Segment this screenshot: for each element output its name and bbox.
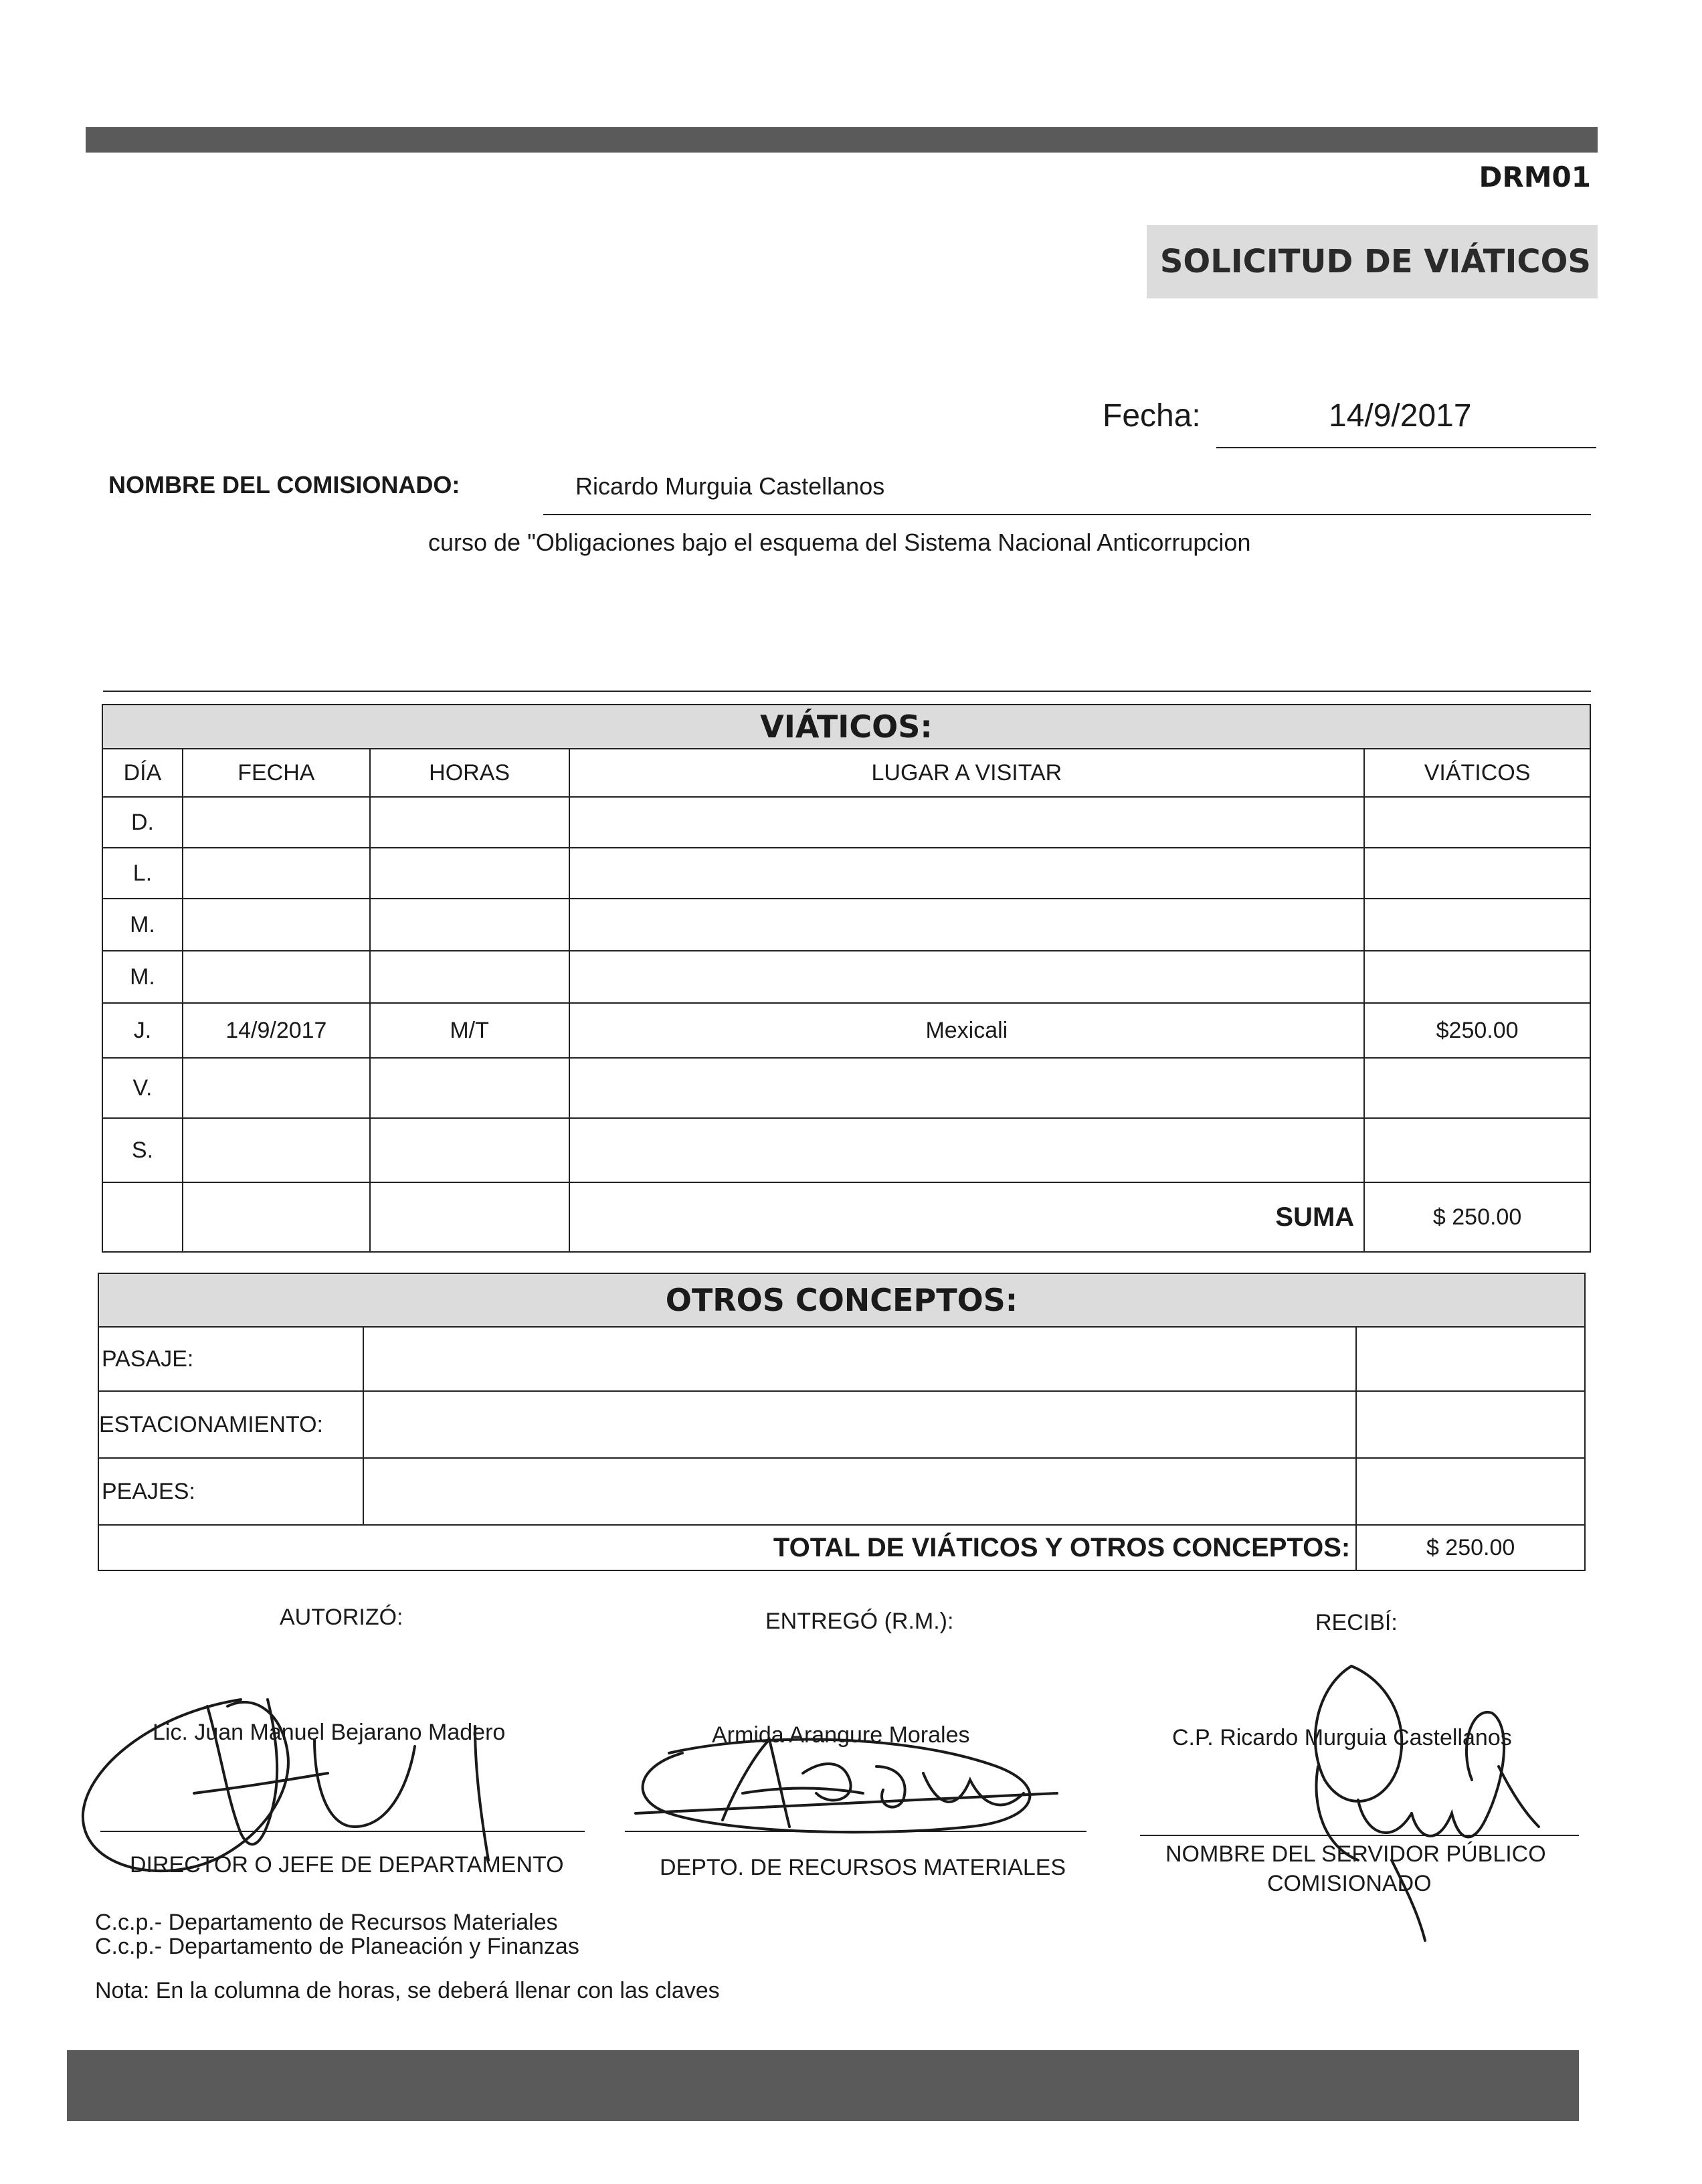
recibi-name: C.P. Ricardo Murguia Castellanos xyxy=(1172,1725,1512,1750)
top-bar xyxy=(86,127,1598,153)
dia-cell: V. xyxy=(102,1058,183,1118)
otros-label: ESTACIONAMIENTO: xyxy=(98,1391,363,1458)
horas-cell xyxy=(370,1058,569,1118)
fecha-cell xyxy=(183,899,370,951)
comisionado-label: NOMBRE DEL COMISIONADO: xyxy=(108,471,460,498)
viaticos-cell: $250.00 xyxy=(1364,1003,1590,1058)
comisionado-value: Ricardo Murguia Castellanos xyxy=(575,472,885,500)
fecha-cell xyxy=(183,951,370,1003)
lugar-cell xyxy=(569,848,1365,899)
form-code: DRM01 xyxy=(1479,161,1591,193)
section-divider xyxy=(103,691,1591,692)
fecha-underline xyxy=(1216,447,1596,448)
table-row xyxy=(102,1118,1590,1182)
empty-cell xyxy=(102,1182,183,1252)
otros-monto xyxy=(1356,1391,1585,1458)
fecha-cell xyxy=(183,1118,370,1182)
empty-cell xyxy=(370,1182,569,1252)
horas-cell: M/T xyxy=(370,1003,569,1058)
lugar-cell: Mexicali xyxy=(569,1003,1365,1058)
horas-cell xyxy=(370,848,569,899)
otros-monto xyxy=(1356,1327,1585,1391)
otros-table xyxy=(98,1326,1586,1571)
suma-row xyxy=(102,1182,1590,1252)
horas-cell xyxy=(370,797,569,848)
table-row xyxy=(98,1327,1585,1391)
comisionado-underline xyxy=(543,514,1591,515)
lugar-cell xyxy=(569,1058,1365,1118)
horas-cell xyxy=(370,951,569,1003)
recibi-signature xyxy=(1258,1646,1566,1954)
fecha-label: Fecha: xyxy=(1103,398,1201,434)
dia-cell: M. xyxy=(102,899,183,951)
entrego-label: ENTREGÓ (R.M.): xyxy=(765,1609,954,1634)
fecha-cell xyxy=(183,848,370,899)
total-label: TOTAL DE VIÁTICOS Y OTROS CONCEPTOS: xyxy=(98,1525,1356,1570)
table-row xyxy=(102,797,1590,848)
autorizo-label: AUTORIZÓ: xyxy=(280,1605,403,1630)
viaticos-cell xyxy=(1364,1058,1590,1118)
col-header-fecha: FECHA xyxy=(183,749,370,797)
entrego-role: DEPTO. DE RECURSOS MATERIALES xyxy=(660,1855,1066,1880)
otros-detalle xyxy=(363,1327,1356,1391)
ccp-line-1: C.c.p.- Departamento de Recursos Materiales xyxy=(95,1910,558,1935)
empty-cell xyxy=(183,1182,370,1252)
entrego-name: Armida Arangure Morales xyxy=(712,1722,970,1748)
dia-cell: L. xyxy=(102,848,183,899)
recibi-label: RECIBÍ: xyxy=(1315,1610,1398,1635)
fecha-value: 14/9/2017 xyxy=(1329,398,1472,434)
recibi-role-1: NOMBRE DEL SERVIDOR PÚBLICO xyxy=(1165,1841,1546,1867)
otros-detalle xyxy=(363,1458,1356,1525)
otros-label: PASAJE: xyxy=(98,1327,363,1391)
otros-label: PEAJES: xyxy=(98,1458,363,1525)
viaticos-cell xyxy=(1364,951,1590,1003)
table-row xyxy=(102,848,1590,899)
total-value: $ 250.00 xyxy=(1356,1525,1585,1570)
lugar-cell xyxy=(569,797,1365,848)
otros-heading: OTROS CONCEPTOS: xyxy=(98,1273,1586,1328)
nota-text: Nota: En la columna de horas, se deberá llenar con las claves xyxy=(95,1978,720,2003)
table-row xyxy=(102,1003,1590,1058)
col-header-dia: DÍA xyxy=(102,749,183,797)
fecha-cell: 14/9/2017 xyxy=(183,1003,370,1058)
ccp-line-2: C.c.p.- Departamento de Planeación y Finanzas xyxy=(95,1934,579,1959)
viaticos-header-row xyxy=(102,749,1590,797)
autorizo-signature xyxy=(74,1686,529,1887)
table-row xyxy=(102,951,1590,1003)
lugar-cell xyxy=(569,1118,1365,1182)
table-row xyxy=(102,1058,1590,1118)
table-row xyxy=(98,1391,1585,1458)
horas-cell xyxy=(370,1118,569,1182)
fecha-cell xyxy=(183,797,370,848)
suma-value: $ 250.00 xyxy=(1364,1182,1590,1252)
otros-monto xyxy=(1356,1458,1585,1525)
entrego-signature xyxy=(622,1726,1064,1847)
table-row xyxy=(98,1458,1585,1525)
viaticos-heading: VIÁTICOS: xyxy=(102,704,1591,749)
viaticos-table xyxy=(102,748,1591,1253)
motivo-text: curso de "Obligaciones bajo el esquema del Sistema Nacional Anticorrupcion xyxy=(428,529,1251,556)
recibi-role-2: COMISIONADO xyxy=(1267,1871,1432,1896)
suma-label: SUMA xyxy=(569,1182,1365,1252)
viaticos-cell xyxy=(1364,797,1590,848)
viaticos-cell xyxy=(1364,848,1590,899)
col-header-horas: HORAS xyxy=(370,749,569,797)
viaticos-cell xyxy=(1364,1118,1590,1182)
autorizo-name: Lic. Juan Manuel Bejarano Madero xyxy=(153,1720,506,1745)
horas-cell xyxy=(370,899,569,951)
dia-cell: S. xyxy=(102,1118,183,1182)
col-header-lugar: LUGAR A VISITAR xyxy=(569,749,1365,797)
fecha-cell xyxy=(183,1058,370,1118)
table-row xyxy=(102,899,1590,951)
viaticos-cell xyxy=(1364,899,1590,951)
dia-cell: M. xyxy=(102,951,183,1003)
dia-cell: D. xyxy=(102,797,183,848)
otros-detalle xyxy=(363,1391,1356,1458)
autorizo-role: DIRECTOR O JEFE DE DEPARTAMENTO xyxy=(130,1852,564,1878)
col-header-viaticos: VIÁTICOS xyxy=(1364,749,1590,797)
form-title-box xyxy=(1147,225,1598,298)
lugar-cell xyxy=(569,899,1365,951)
dia-cell: J. xyxy=(102,1003,183,1058)
lugar-cell xyxy=(569,951,1365,1003)
form-title: SOLICITUD DE VIÁTICOS xyxy=(1159,243,1591,280)
bottom-bar xyxy=(67,2050,1579,2121)
total-row xyxy=(98,1525,1585,1570)
